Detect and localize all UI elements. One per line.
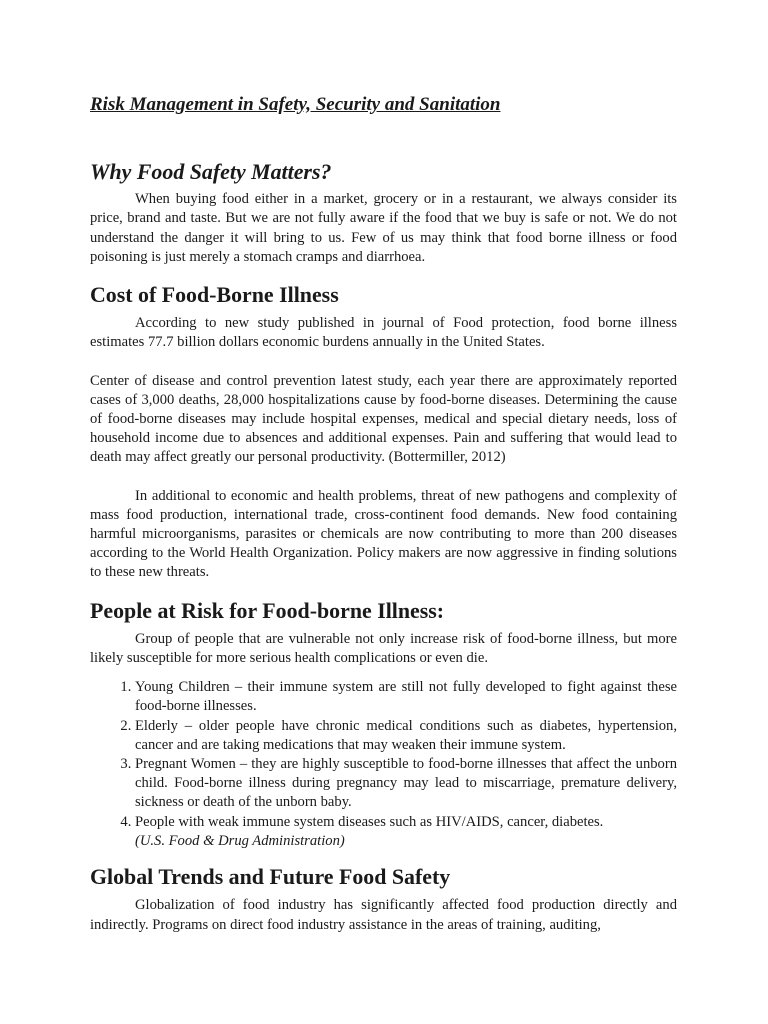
list-item	[135, 717, 677, 755]
heading-global-trends: Global Trends and Future Food Safety	[90, 864, 451, 890]
paragraph-global-trends: Globalization of food industry has significantly affected food production directly and indirectly. Programs on direct food industry assistance in the areas of training, auditing,	[90, 897, 677, 933]
list-item-text: Elderly – older people have chronic medical conditions such as diabetes, hypertension, cancer and are taking medications that may weaken their immune system.	[135, 717, 677, 753]
heading-why-food-safety: Why Food Safety Matters?	[90, 159, 332, 184]
list-item-text: Young Children – their immune system are still not fully developed to fight against these food-borne illnesses.	[135, 679, 677, 715]
paragraph-cost-study: According to new study published in journal of Food protection, food borne illness estimates 77.7 billion dollars economic burdens annually in the United States.	[90, 315, 677, 351]
heading-people-at-risk: People at Risk for Food-borne Illness:	[90, 597, 445, 623]
paragraph-why-food-safety: When buying food either in a market, grocery or in a restaurant, we always consider its price, brand and taste. But we are not fully aware if the food that we buy is safe or not. We do not understand the danger it will bring to us. Few of us may think that food borne illness or food poisoning is just merely a stomach cramps and diarrhoea.	[90, 191, 677, 265]
list-item	[135, 678, 677, 716]
list-item-text: People with weak immune system diseases such as HIV/AIDS, cancer, diabetes.	[135, 813, 604, 830]
source-citation: (U.S. Food & Drug Administration)	[135, 832, 345, 849]
paragraph-cost-cdc: Center of disease and control prevention latest study, each year there are approximately reported cases of 3,000 deaths, 28,000 hospitalizations cause by food-borne diseases. Determining the cause of food-borne diseases may include hospital expenses, medical and special dietary needs, loss of household income due to absences and additional expenses. Pain and suffering that would lead to death may affect greatly our personal productivity. (Bottermiller, 2012)	[90, 372, 677, 466]
paragraph-cost-threats: In additional to economic and health problems, threat of new pathogens and complexity of mass food production, international trade, cross-continent food demands. New food containing harmful microorganisms, parasites or chemicals are now contributing to more than 200 diseases according to the World Health Organization. Policy makers are now aggressive in finding solutions to these new threats.	[90, 487, 677, 581]
risk-group-list	[90, 678, 677, 851]
list-item-text: Pregnant Women – they are highly susceptible to food-borne illnesses that affect the unborn child. Food-borne illness during pregnancy may lead to miscarriage, premature delivery, sickness or death of the unborn baby.	[135, 756, 677, 811]
list-item	[135, 755, 677, 813]
document-title: Risk Management in Safety, Security and Sanitation	[90, 94, 501, 115]
document-page	[90, 92, 677, 935]
heading-cost-food-borne-illness: Cost of Food-Borne Illness	[90, 282, 339, 308]
list-item	[135, 813, 677, 851]
paragraph-people-at-risk: Group of people that are vulnerable not only increase risk of food-borne illness, but more likely susceptible for more serious health complications or even die.	[90, 630, 677, 667]
